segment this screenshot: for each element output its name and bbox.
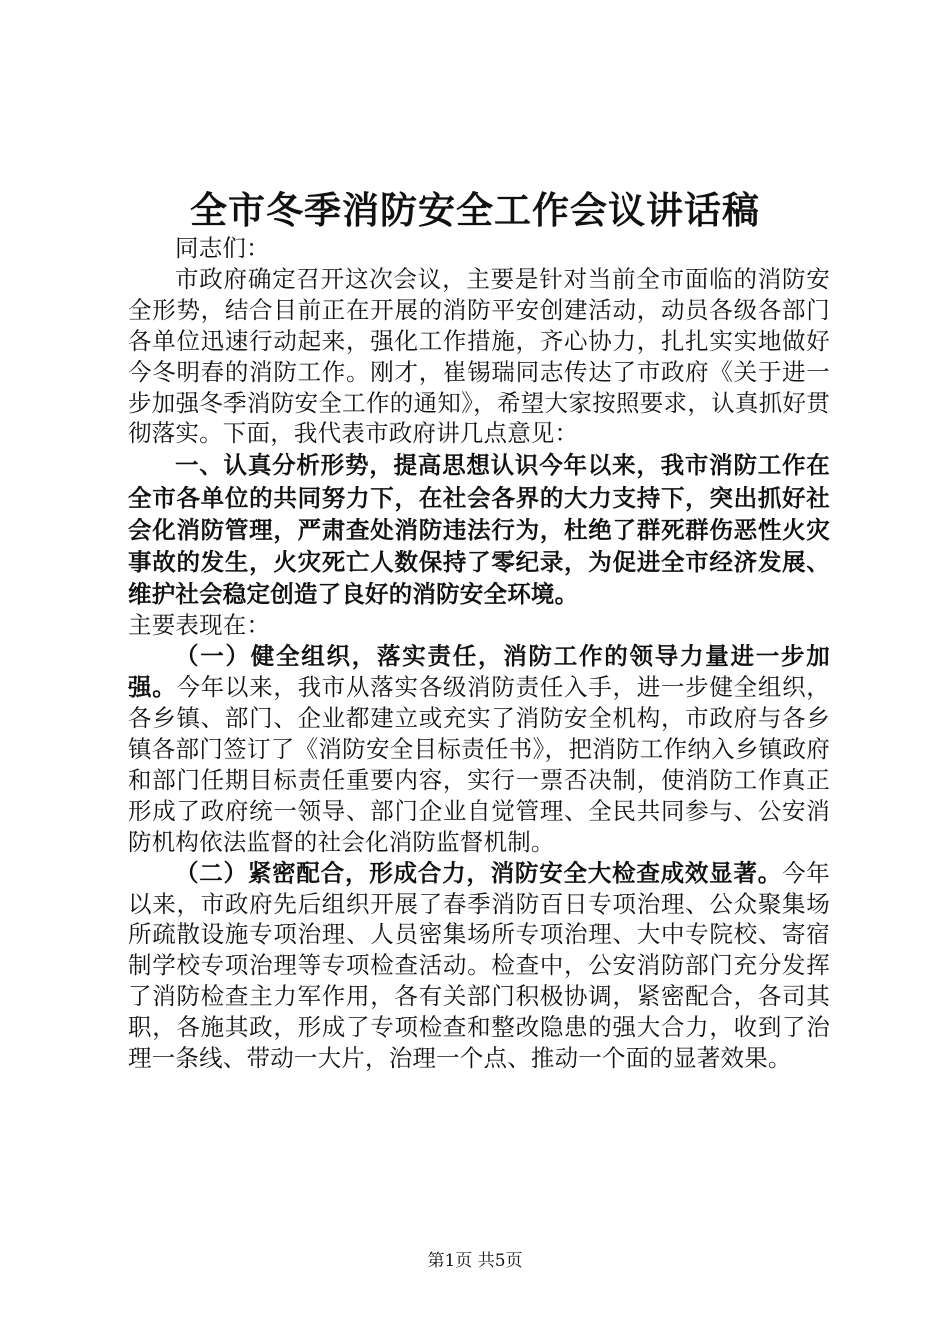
subsection-one-paragraph: [128, 641, 830, 857]
section-one-paragraph: [128, 449, 830, 610]
section-one-heading: 一、认真分析形势，提高思想认识今年以来，我市消防工作在全市各单位的共同努力下，在社会各界的大力支持下，突出抓好社会化消防管理，严肃查处消防违法行为，杜绝了群死群伤恶性火灾事故的发生，火灾死亡人数保持了零纪录，为促进全市经济发展、维护社会稳定创造了良好的消防安全环境。: [128, 451, 830, 609]
section-one-tail: 主要表现在：: [128, 611, 271, 640]
subsection-two-body: 今年以来，市政府先后组织开展了春季消防百日专项治理、公众聚集场所疏散设施专项治理、人员密集场所专项治理、大中专院校、寄宿制学校专项治理等专项检查活动。检查中，公安消防部门充分发挥了消防检查主力军作用，各有关部门积极协调，紧密配合，各司其职，各施其政，形成了专项检查和整改隐患的强大合力，收到了治理一条线、带动一大片，治理一个点、推动一个面的显著效果。: [128, 858, 830, 1073]
subsection-two-paragraph: [128, 858, 830, 1074]
intro-paragraph: 市政府确定召开这次会议，主要是针对当前全市面临的消防安全形势，结合目前正在开展的消防平安创建活动，动员各级各部门各单位迅速行动起来，强化工作措施，齐心协力，扎扎实实地做好今冬明春的消防工作。刚才，崔锡瑞同志传达了市政府《关于进一步加强冬季消防安全工作的通知》，希望大家按照要求，认真抓好贯彻落实。下面，我代表市政府讲几点意见：: [128, 264, 830, 448]
subsection-two-heading: （二）紧密配合，形成合力，消防安全大检查成效显著。: [175, 858, 783, 887]
subsection-one-heading: （一）健全组织，落实责任，消防工作的领导力量进一步加强。: [128, 642, 830, 702]
document-title: 全市冬季消防安全工作会议讲话稿: [190, 189, 760, 232]
salutation: 同志们：: [175, 234, 270, 262]
page-footer: 第1页 共5页: [427, 1251, 523, 1271]
document-body: [128, 233, 830, 1074]
subsection-one-body: 今年以来，我市从落实各级消防责任入手，进一步健全组织，各乡镇、部门、企业都建立或充实了消防安全机构，市政府与各乡镇各部门签订了《消防安全目标责任书》，把消防工作纳入乡镇政府和部门任期目标责任重要内容，实行一票否决制，使消防工作真正形成了政府统一领导、部门企业自觉管理、全民共同参与、公安消防机构依法监督的社会化消防监督机制。: [128, 673, 830, 856]
